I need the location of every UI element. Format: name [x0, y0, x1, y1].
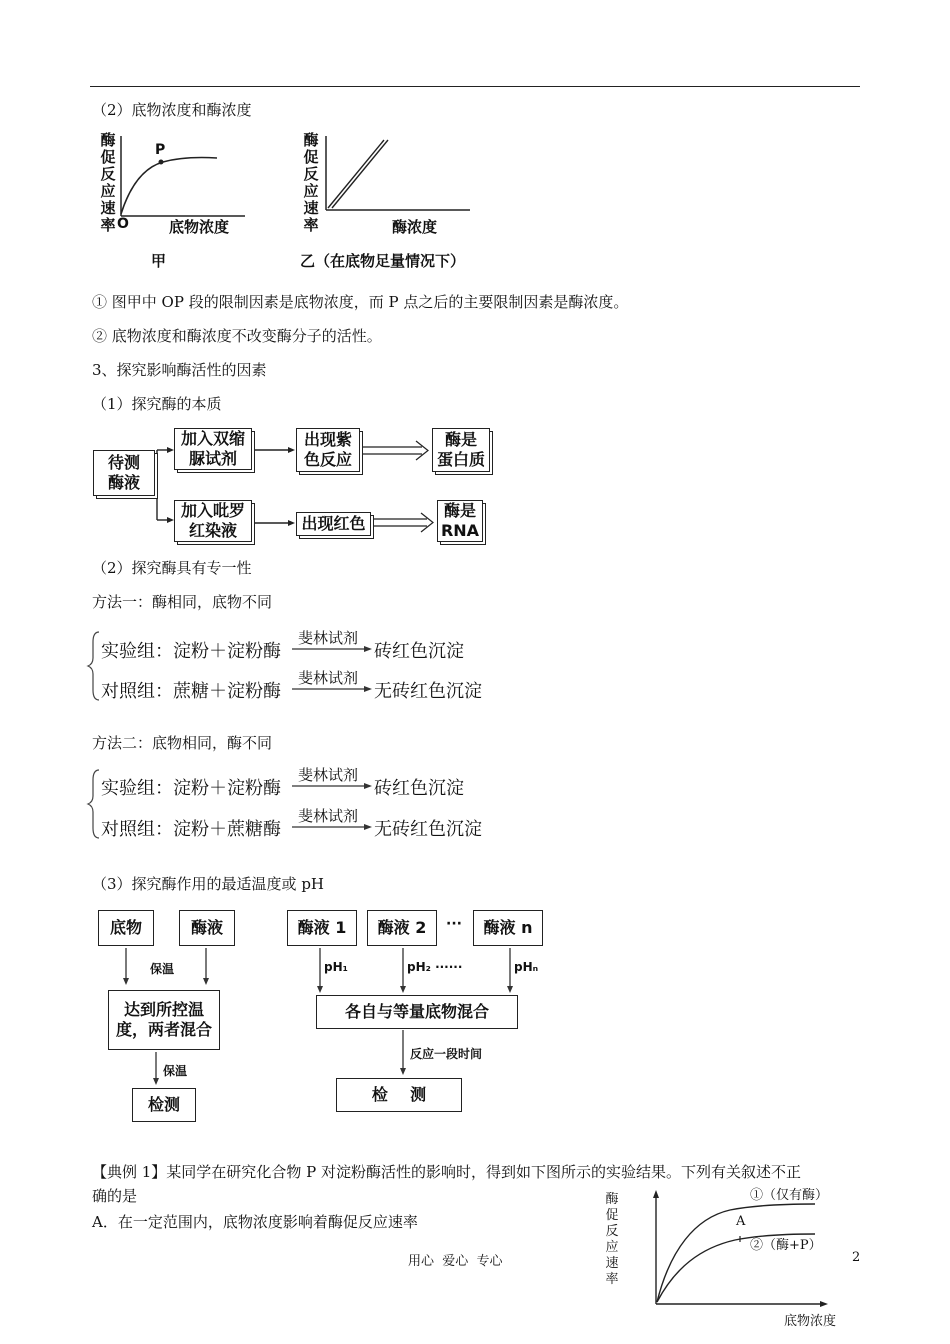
chart-yi-y-label: 酶 促 反 应 速 率 [303, 131, 319, 234]
label-ph2: pH₂ ······ [407, 960, 463, 974]
method2-ctrl-result: 无砖红色沉淀 [374, 819, 482, 840]
example-chart-x-label: 底物浓度 [784, 1314, 837, 1329]
chart-yi-x-label: 酶浓度 [392, 218, 438, 236]
method2-ctrl: 对照组：淀粉＋蔗糖酶 [101, 819, 281, 840]
box-red: 出现红色 [296, 512, 371, 536]
method1-exp-reagent: 斐林试剂 [298, 629, 359, 647]
chart-jia-origin: O [117, 216, 129, 232]
method1-title: 方法一：酶相同，底物不同 [92, 593, 273, 611]
example-chart-y-label: 酶 促 反 应 速 率 [605, 1192, 619, 1287]
example-line-1: 【典例 1】某同学在研究化合物 P 对淀粉酶活性的影响时，得到如下图所示的实验结果。下列有关叙述不正 [92, 1163, 801, 1181]
example-chart-curve-2-label: ②（酶+P） [750, 1238, 822, 1253]
label-react: 反应一段时间 [410, 1047, 483, 1061]
example-line-2: 确的是 [92, 1187, 138, 1205]
box-enzyme-1: 酶液 1 [287, 910, 357, 946]
box-start-enzyme: 待测 酶液 [93, 450, 155, 496]
chart-jia-y-label: 酶 促 反 应 速 率 [100, 131, 116, 234]
chart-jia-x-label: 底物浓度 [169, 218, 230, 236]
box-detect-left: 检测 [132, 1088, 196, 1122]
example-chart [600, 1180, 850, 1340]
box-substrate: 底物 [98, 910, 154, 946]
box-rna: 酶是 RNA [437, 500, 483, 542]
footer-center: 用心 爱心 专心 [408, 1254, 503, 1269]
box-enzyme-2: 酶液 2 [367, 910, 437, 946]
box-enzyme-liquid: 酶液 [179, 910, 235, 946]
box-pyronin: 加入吡罗 红染液 [174, 500, 252, 542]
keep-warm-2: 保温 [163, 1064, 188, 1078]
example-chart-point-a-label: A [736, 1214, 746, 1229]
box-mix-substrate: 各自与等量底物混合 [316, 995, 518, 1029]
box-protein: 酶是 蛋白质 [432, 428, 490, 472]
method1-exp-result: 砖红色沉淀 [374, 641, 464, 662]
method1-exp: 实验组：淀粉＋淀粉酶 [101, 641, 281, 662]
example-option-a: A．在一定范围内，底物浓度影响着酶促反应速率 [92, 1213, 418, 1231]
note-1: ① 图甲中 OP 段的限制因素是底物浓度，而 P 点之后的主要限制因素是酶浓度。 [92, 293, 629, 311]
sub2-heading: （2）探究酶具有专一性 [92, 559, 252, 577]
section-3-heading: 3、探究影响酶活性的因素 [92, 361, 267, 379]
section-2-heading: （2）底物浓度和酶浓度 [92, 101, 252, 119]
sub3-heading: （3）探究酶作用的最适温度或 pH [92, 875, 324, 893]
method2-exp: 实验组：淀粉＋淀粉酶 [101, 778, 281, 799]
box-mix-temp: 达到所控温 度，两者混合 [108, 990, 220, 1050]
chart-yi-caption: 乙（在底物足量情况下） [300, 252, 466, 270]
method2-ctrl-reagent: 斐林试剂 [298, 807, 359, 825]
label-phn: pHₙ [514, 960, 539, 974]
chart-jia-point-label: P [155, 142, 166, 158]
note-2: ② 底物浓度和酶浓度不改变酶分子的活性。 [92, 327, 382, 345]
page-number: 2 [852, 1250, 861, 1265]
box-biuret: 加入双缩 脲试剂 [174, 428, 252, 470]
method2-exp-result: 砖红色沉淀 [374, 778, 464, 799]
keep-warm-1: 保温 [150, 962, 175, 976]
method1-ctrl-reagent: 斐林试剂 [298, 669, 359, 687]
method2-title: 方法二：底物相同，酶不同 [92, 734, 273, 752]
box-purple: 出现紫 色反应 [296, 428, 360, 472]
label-ph1: pH₁ [324, 960, 348, 974]
sub1-heading: （1）探究酶的本质 [92, 395, 222, 413]
box-enzyme-n: 酶液 n [473, 910, 543, 946]
chart-jia-caption: 甲 [151, 252, 167, 270]
enzyme-dots: ··· [446, 916, 462, 932]
box-detect-right: 检 测 [336, 1078, 462, 1112]
method2-exp-reagent: 斐林试剂 [298, 766, 359, 784]
method1-ctrl-result: 无砖红色沉淀 [374, 681, 482, 702]
example-chart-curve-1-label: ①（仅有酶） [750, 1188, 829, 1203]
method1-ctrl: 对照组：蔗糖＋淀粉酶 [101, 681, 281, 702]
